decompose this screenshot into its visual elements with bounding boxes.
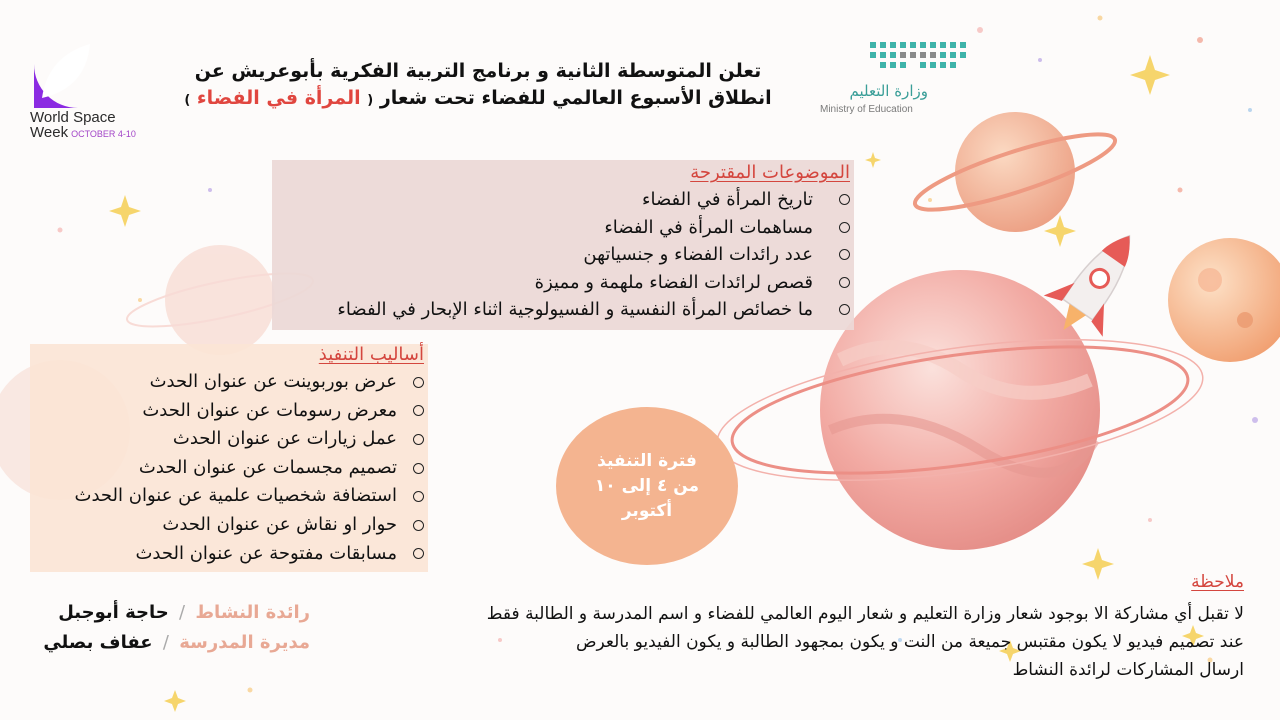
- note-line: ارسال المشاركات لرائدة النشاط: [1012, 660, 1244, 680]
- circle-bullet-icon: [839, 222, 850, 233]
- wsw-line1: World Space: [30, 109, 116, 126]
- topic-item: قصص لرائدات الفضاء ملهمة و مميزة: [272, 269, 854, 297]
- wsw-line2: Week OCTOBER 4-10: [30, 124, 136, 141]
- world-space-week-logo: [28, 18, 128, 110]
- note-line: لا تقبل أي مشاركة الا بوجود شعار وزارة التعليم و شعار اليوم العالمي للفضاء و اسم المدرسة و الطالبة فقط: [486, 604, 1244, 624]
- period-line2: من ٤ إلى ١٠: [594, 475, 700, 496]
- signature-principal: [40, 628, 310, 658]
- methods-title: أساليب التنفيذ: [318, 344, 424, 365]
- topic-item: مساهمات المرأة في الفضاء: [272, 214, 854, 242]
- circle-bullet-icon: [839, 249, 850, 260]
- announcement-header: [180, 58, 776, 114]
- execution-period-badge: [556, 407, 738, 565]
- topics-title: الموضوعات المقترحة: [690, 162, 850, 183]
- circle-bullet-icon: [413, 491, 424, 502]
- period-line1: فترة التنفيذ: [597, 450, 697, 471]
- methods-list: [30, 368, 428, 568]
- circle-bullet-icon: [839, 277, 850, 288]
- method-item: تصميم مجسمات عن عنوان الحدث: [30, 454, 428, 483]
- suggested-topics-section: [272, 160, 854, 324]
- planet-top-right: [909, 112, 1121, 232]
- header-line2: [180, 85, 776, 114]
- method-item: مسابقات مفتوحة عن عنوان الحدث: [30, 540, 428, 569]
- period-line3: أكتوبر: [621, 500, 673, 521]
- method-item: معرض رسومات عن عنوان الحدث: [30, 397, 428, 426]
- signature-name: حاجة أبوجبل: [58, 602, 169, 623]
- signature-role: مديرة المدرسة: [179, 632, 310, 653]
- circle-bullet-icon: [413, 463, 424, 474]
- note-line: عند تصميم فيديو لا يكون مقتبس جميعة من النت و يكون بمجهود الطالبة و يكون الفيديو بالعرض: [575, 632, 1244, 652]
- ministry-name-english: Ministry of Education: [820, 104, 913, 115]
- planet-right: [1168, 238, 1280, 362]
- signature-separator: /: [179, 602, 186, 623]
- period-text: [572, 449, 722, 524]
- topic-item: عدد رائدات الفضاء و جنسياتهن: [272, 241, 854, 269]
- world-space-week-wordmark: [30, 110, 170, 142]
- header-line1: تعلن المتوسطة الثانية و برنامج التربية الفكرية بأبوعريش عن: [194, 60, 762, 82]
- circle-bullet-icon: [413, 520, 424, 531]
- method-item: حوار او نقاش عن عنوان الحدث: [30, 511, 428, 540]
- note-title: ملاحظة: [1191, 572, 1244, 592]
- circle-bullet-icon: [839, 304, 850, 315]
- circle-bullet-icon: [413, 548, 424, 559]
- topics-list: [272, 186, 854, 324]
- topic-item: تاريخ المرأة في الفضاء: [272, 186, 854, 214]
- header-paren-close: ): [184, 93, 191, 108]
- header-slogan: المرأة في الفضاء: [196, 87, 361, 109]
- method-item: عرض بوربوينت عن عنوان الحدث: [30, 368, 428, 397]
- circle-bullet-icon: [413, 405, 424, 416]
- wsw-dates: OCTOBER 4-10: [71, 129, 136, 139]
- ministry-name-arabic: وزارة التعليم: [849, 82, 928, 100]
- header-paren-open: (: [367, 93, 374, 108]
- method-item: عمل زيارات عن عنوان الحدث: [30, 425, 428, 454]
- header-line2-prefix: انطلاق الأسبوع العالمي للفضاء تحت شعار: [379, 87, 772, 109]
- circle-bullet-icon: [413, 377, 424, 388]
- signatures: [40, 598, 310, 658]
- topic-item: ما خصائص المرأة النفسية و الفسيولوجية اثناء الإبحار في الفضاء: [272, 296, 854, 324]
- signature-name: عفاف بصلي: [43, 632, 153, 653]
- signature-role: رائدة النشاط: [195, 602, 310, 623]
- method-item: استضافة شخصيات علمية عن عنوان الحدث: [30, 482, 428, 511]
- signature-separator: /: [162, 632, 169, 653]
- circle-bullet-icon: [839, 194, 850, 205]
- execution-methods-section: [30, 342, 428, 568]
- note-body: [380, 600, 1244, 684]
- signature-activity-leader: [40, 598, 310, 628]
- circle-bullet-icon: [413, 434, 424, 445]
